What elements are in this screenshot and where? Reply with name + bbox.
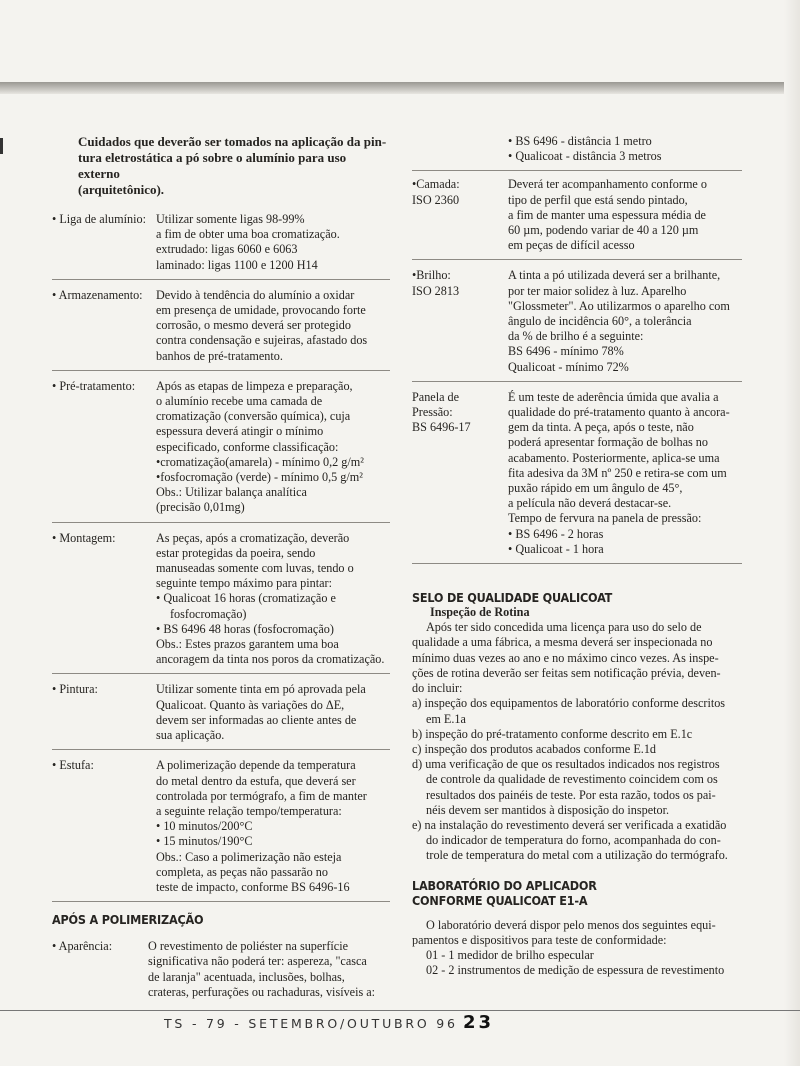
- spec-line: a película não deverá destacar-se.: [508, 496, 672, 511]
- spec-line: banhos de pré-tratamento.: [156, 348, 283, 363]
- spec-line: •fosfocromação (verde) - mínimo 0,5 g/m²: [156, 470, 363, 485]
- heading-line: (arquitetônico).: [78, 182, 165, 197]
- spec-line: devem ser informadas ao cliente antes de: [156, 712, 357, 727]
- spec-description: [156, 682, 390, 743]
- spec-line: O revestimento de poliéster na superfície: [148, 939, 349, 954]
- spec-label: • Estufa:: [52, 758, 94, 773]
- spec-row: [52, 212, 390, 280]
- spec-description: [156, 379, 390, 516]
- spec-line: cromatização (conversão química), cuja: [156, 409, 351, 424]
- paragraph-inspecao: [412, 620, 752, 696]
- spec-line: Obs.: Caso a polimerização não esteja: [156, 849, 342, 864]
- spec-description: [508, 177, 742, 253]
- spec-line: tipo de perfil que está sendo pintado,: [508, 192, 688, 207]
- section-title-laboratorio: [412, 878, 752, 908]
- margin-mark: [0, 138, 3, 154]
- page-number: 23: [463, 1012, 495, 1033]
- spec-line: Devido à tendência do alumínio a oxidar: [156, 287, 355, 302]
- list-line: de controle da qualidade de revestimento coincidem com os: [426, 772, 718, 787]
- paragraph-line: qualidade a uma fábrica, a mesma deverá ser inspecionada no: [412, 635, 713, 650]
- spec-label: [412, 268, 508, 374]
- spec-label-line: Panela de: [412, 389, 460, 404]
- paragraph-line: pamentos e dispositivos para teste de conformidade:: [412, 932, 667, 947]
- section-title-selo: SELO DE QUALIDADE QUALICOAT: [412, 590, 613, 606]
- spec-row: [412, 177, 742, 260]
- spec-description: [156, 531, 390, 668]
- heading-line: Cuidados que deverão ser tomados na aplicação da pin-: [78, 134, 387, 149]
- spec-line: BS 6496 - mínimo 78%: [508, 344, 624, 359]
- top-band: [0, 82, 800, 94]
- list-line: d) uma verificação de que os resultados indicados nos registros: [412, 757, 720, 772]
- spec-line: Utilizar somente tinta em pó aprovada pela: [156, 682, 366, 697]
- spec-line: contra condensação e sujeiras, afastado dos: [156, 333, 368, 348]
- spec-line: •cromatização(amarela) - mínimo 0,2 g/m²: [156, 454, 364, 469]
- spec-label: • Pintura:: [52, 682, 98, 697]
- paragraph-line: Após ter sido concedida uma licença para uso do selo de: [426, 620, 702, 635]
- list-line: e) na instalação do revestimento deverá ser verificada a exatidão: [412, 817, 727, 832]
- spec-line: teste de impacto, conforme BS 6496-16: [156, 879, 350, 894]
- spec-line: corrosão, o mesmo deverá ser protegido: [156, 318, 351, 333]
- spec-rows-right: [412, 177, 752, 564]
- spec-line: poderá apresentar formação de bolhas no: [508, 435, 708, 450]
- section-title-line: CONFORME QUALICOAT E1-A: [412, 892, 588, 908]
- spec-line: significativa não poderá ter: aspereza, "casca: [148, 954, 367, 969]
- list-line: do indicador de temperatura do forno, acompanhada do con-: [426, 833, 721, 848]
- list-line: c) inspeção dos produtos acabados conforme E.1d: [412, 741, 657, 756]
- spec-label-line: ISO 2813: [412, 283, 460, 298]
- heading-line: tura eletrostática a pó sobre o alumínio para uso externo: [78, 150, 347, 181]
- spec-line: As peças, após a cromatização, deverão: [156, 530, 350, 545]
- spec-description: [508, 268, 742, 374]
- spec-row: [412, 390, 742, 564]
- list-line: em E.1a: [426, 711, 466, 726]
- spec-line: • BS 6496 - 2 horas: [508, 526, 604, 541]
- spec-description: [156, 288, 390, 364]
- spec-label-line: Pressão:: [412, 405, 453, 420]
- spec-line: fosfocromação): [170, 606, 247, 621]
- spec-line: de laranja" acentuada, inclusões, bolhas,: [148, 969, 345, 984]
- list-line: b) inspeção do pré-tratamento conforme descrito em E.1c: [412, 726, 693, 741]
- paragraph-line: O laboratório deverá dispor pelo menos dos seguintes equi-: [426, 917, 716, 932]
- spec-line: A tinta a pó utilizada deverá ser a brilhante,: [508, 268, 721, 283]
- right-column: [412, 134, 752, 978]
- spec-line: Tempo de fervura na panela de pressão:: [508, 511, 702, 526]
- spec-line: 60 µm, podendo variar de 40 a 120 µm: [508, 223, 699, 238]
- spec-line: Obs.: Estes prazos garantem uma boa: [156, 637, 339, 652]
- paragraph-line: do incluir:: [412, 681, 463, 696]
- list-item: • BS 6496 - distância 1 metro: [508, 134, 652, 148]
- spec-line: ancoragem da tinta nos poros da cromatização.: [156, 652, 385, 667]
- list-item: [412, 727, 752, 742]
- spec-line: laminado: ligas 1100 e 1200 H14: [156, 257, 318, 272]
- spec-description: [156, 758, 390, 895]
- spec-label-line: BS 6496-17: [412, 420, 471, 435]
- spec-line: qualidade do pré-tratamento quanto à ancora-: [508, 405, 730, 420]
- page-edge: [784, 0, 800, 1066]
- spec-line: a seguinte relação tempo/temperatura:: [156, 803, 342, 818]
- spec-line: extrudado: ligas 6060 e 6063: [156, 242, 298, 257]
- spec-label: • Montagem:: [52, 530, 116, 545]
- spec-line: controlada por termógrafo, a fim de manter: [156, 788, 367, 803]
- spec-line: seguinte tempo máximo para pintar:: [156, 576, 332, 591]
- spec-line: Qualicoat - mínimo 72%: [508, 359, 629, 374]
- paragraph-laboratorio: [412, 918, 752, 979]
- footer-text: TS - 79 - SETEMBRO/OUTUBRO 96 -: [164, 1016, 472, 1031]
- spec-label: [412, 177, 508, 253]
- spec-line: completa, as peças não passarão no: [156, 864, 328, 879]
- spec-row-aparencia: [52, 939, 390, 1000]
- list-item: [412, 818, 752, 864]
- spec-label-line: ISO 2360: [412, 192, 460, 207]
- spec-line: Qualicoat. Quanto às variações do ΔE,: [156, 697, 345, 712]
- spec-label: • Pré-tratamento:: [52, 378, 136, 393]
- spec-row: [52, 288, 390, 371]
- paragraph-line: 02 - 2 instrumentos de medição de espessura de revestimento: [426, 963, 725, 978]
- spec-line: acabamento. Posteriormente, aplica-se uma: [508, 450, 720, 465]
- spec-row: [52, 531, 390, 675]
- spec-line: fita adesiva da 3M nº 250 e retira-se com um: [508, 465, 727, 480]
- spec-line: • 15 minutos/190°C: [156, 834, 253, 849]
- spec-line: da % de brilho é a seguinte:: [508, 329, 644, 344]
- spec-line: espessura deverá atingir o mínimo: [156, 424, 324, 439]
- paragraph-line: mínimo duas vezes ao ano e no máximo cinco vezes. As inspe-: [412, 650, 719, 665]
- spec-line: • Qualicoat 16 horas (cromatização e: [156, 591, 336, 606]
- spec-line: • 10 minutos/200°C: [156, 819, 253, 834]
- spec-line: em peças de difícil acesso: [508, 238, 635, 253]
- spec-line: sua aplicação.: [156, 728, 225, 743]
- spec-line: Após as etapas de limpeza e preparação,: [156, 378, 353, 393]
- spec-label: • Aparência:: [52, 939, 113, 954]
- list-item: [412, 742, 752, 757]
- spec-line: • Qualicoat - 1 hora: [508, 541, 604, 556]
- spec-label: • Armazenamento:: [52, 287, 143, 302]
- spec-line: por ter maior solidez à luz. Aparelho: [508, 283, 687, 298]
- list-line: néis devem ser mantidos à disposição do inspetor.: [426, 802, 670, 817]
- spec-description: [148, 939, 390, 1000]
- spec-label-line: •Camada:: [412, 177, 460, 192]
- spec-line: Obs.: Utilizar balança analítica: [156, 485, 307, 500]
- spec-line: Utilizar somente ligas 98-99%: [156, 212, 305, 226]
- spec-line: a fim de manter uma espessura média de: [508, 207, 706, 222]
- spec-line: puxão rápido em um ângulo de 45°,: [508, 481, 683, 496]
- spec-row: [52, 939, 390, 1000]
- spec-label: [412, 390, 508, 557]
- paragraph-line: ções de rotina deverão ser feitas sem notificação prévia, deven-: [412, 665, 721, 680]
- spec-line: "Glossmeter". Ao utilizarmos o aparelho com: [508, 298, 730, 313]
- list-item: [412, 696, 752, 726]
- spec-line: estar protegidas da poeira, sendo: [156, 545, 316, 560]
- spec-line: É um teste de aderência úmida que avalia a: [508, 389, 719, 404]
- spec-line: Deverá ter acompanhamento conforme o: [508, 177, 707, 192]
- spec-line: • BS 6496 48 horas (fosfocromação): [156, 621, 334, 636]
- spec-line: A polimerização depende da temperatura: [156, 758, 356, 773]
- list-item: • Qualicoat - distância 3 metros: [508, 149, 662, 164]
- spec-description: [508, 390, 742, 557]
- spec-line: (precisão 0,01mg): [156, 500, 245, 515]
- spec-line: especificado, conforme classificação:: [156, 439, 339, 454]
- spec-rows: [52, 212, 390, 902]
- spec-line: manuseadas somente com luvas, tendo o: [156, 561, 354, 576]
- spec-line: o alumínio recebe uma camada de: [156, 394, 323, 409]
- spec-line: a fim de obter uma boa cromatização.: [156, 227, 340, 242]
- footer-rule: [0, 1010, 800, 1011]
- divider: [412, 170, 742, 171]
- spec-description: [156, 212, 390, 273]
- section-title-polimerizacao: APÓS A POLIMERIZAÇÃO: [52, 912, 204, 928]
- list-item: [412, 757, 752, 818]
- spec-label: • Liga de alumínio:: [52, 212, 146, 226]
- spec-line: em presença de umidade, provocando forte: [156, 303, 366, 318]
- section-title-line: LABORATÓRIO DO APLICADOR: [412, 877, 597, 893]
- left-column: [52, 134, 390, 1000]
- spec-line: do metal dentro da estufa, que deverá ser: [156, 773, 356, 788]
- inspection-list: [412, 696, 752, 863]
- distance-list: [412, 134, 752, 164]
- list-line: resultados dos painéis de teste. Por esta razão, todos os pai-: [426, 787, 716, 802]
- spec-row: [52, 758, 390, 902]
- spec-line: crateras, perfurações ou rachaduras, visíveis a:: [148, 984, 376, 999]
- subheading-inspecao: Inspeção de Rotina: [430, 605, 530, 620]
- article-heading: [52, 134, 390, 198]
- spec-line: gem da tinta. A peça, após o teste, não: [508, 420, 694, 435]
- spec-row: [412, 268, 742, 381]
- paragraph-line: 01 - 1 medidor de brilho especular: [426, 947, 594, 962]
- spec-row: [52, 379, 390, 523]
- spec-line: ângulo de incidência 60°, a tolerância: [508, 314, 692, 329]
- list-line: trole de temperatura do metal com a utilização do termógrafo.: [426, 848, 728, 863]
- spec-row: [52, 682, 390, 750]
- spec-label-line: •Brilho:: [412, 268, 451, 283]
- list-line: a) inspeção dos equipamentos de laboratório conforme descritos: [412, 696, 726, 711]
